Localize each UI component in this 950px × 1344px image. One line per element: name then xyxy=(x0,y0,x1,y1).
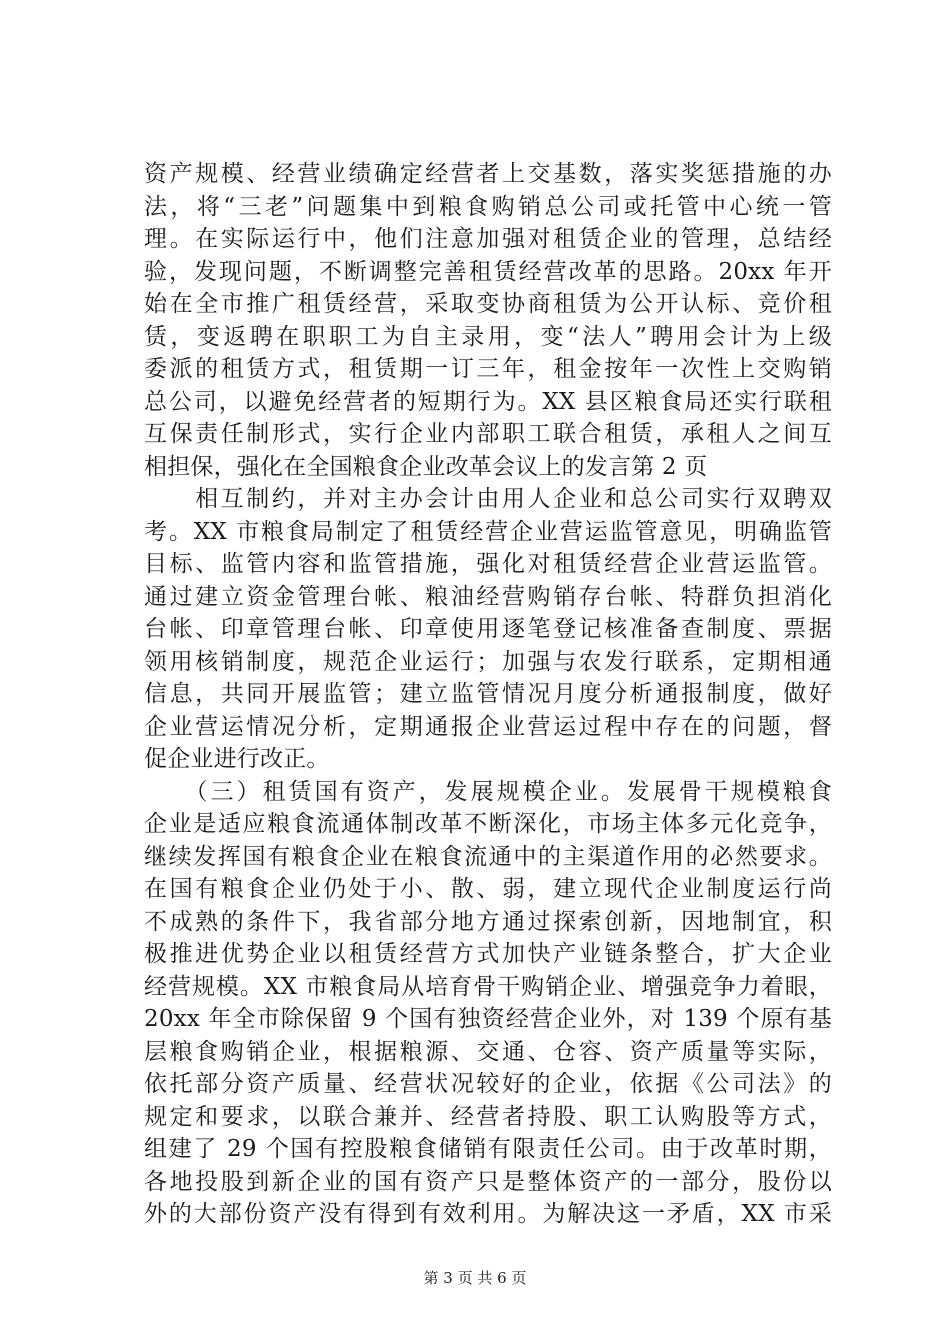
text-line: 考。XX 市粮食局制定了租赁经营企业营运监管意见，明确监管 xyxy=(144,518,832,545)
text-line: 继续发挥国有粮食企业在粮食流通中的主渠道作用的必然要求。 xyxy=(144,843,832,870)
text-line: 各地投股到新企业的国有资产只是整体资产的一部分，股份以 xyxy=(144,1168,832,1195)
text-line: 组建了 29 个国有控股粮食储销有限责任公司。由于改革时期， xyxy=(144,1136,832,1162)
text-line: 经营规模。XX 市粮食局从培育骨干购销企业、增强竞争力着眼， xyxy=(144,973,832,1000)
text-line: 通过建立资金管理台帐、粮油经营购销存台帐、特群负担消化 xyxy=(144,583,832,610)
text-line: 规定和要求，以联合兼并、经营者持股、职工认购股等方式， xyxy=(144,1103,832,1130)
text-line: 层粮食购销企业，根据粮源、交通、仓容、资产质量等实际， xyxy=(144,1038,832,1065)
text-line: 始在全市推广租赁经营，采取变协商租赁为公开认标、竞价租 xyxy=(144,291,832,317)
text-line: 促企业进行改正。 xyxy=(144,746,330,772)
text-line: 赁，变返聘在职职工为自主录用，变“法人”聘用会计为上级 xyxy=(144,323,832,350)
document-body xyxy=(144,158,832,1231)
text-line: 依托部分资产质量、经营状况较好的企业，依据《公司法》的 xyxy=(144,1071,832,1097)
page-footer xyxy=(0,1268,950,1288)
text-line: 理。在实际运行中，他们注意加强对租赁企业的管理，总结经 xyxy=(144,226,832,252)
text-line: 台帐、印章管理台帐、印章使用逐笔登记核准备查制度、票据 xyxy=(144,616,832,642)
text-line: 20xx 年全市除保留 9 个国有独资经营企业外，对 139 个原有基 xyxy=(144,1006,832,1032)
text-line: 目标、监管内容和监管措施，强化对租赁经营企业营运监管。 xyxy=(144,551,832,577)
text-line: 不成熟的条件下，我省部分地方通过探索创新，因地制宜，积 xyxy=(144,908,832,935)
text-line: 企业营运情况分析，定期通报企业营运过程中存在的问题，督 xyxy=(144,713,832,740)
text-line: 领用核销制度，规范企业运行；加强与农发行联系，定期相通 xyxy=(144,648,832,675)
text-line: 法，将“三老”问题集中到粮食购销总公司或托管中心统一管 xyxy=(144,193,832,220)
text-line: 在国有粮食企业仍处于小、散、弱，建立现代企业制度运行尚 xyxy=(144,876,832,902)
text-line: （三）租赁国有资产，发展规模企业。发展骨干规模粮食 xyxy=(144,778,832,805)
text-line: 相担保，强化在全国粮食企业改革会议上的发言第 2 页 xyxy=(144,453,708,480)
text-line: 资产规模、经营业绩确定经营者上交基数，落实奖惩措施的办 xyxy=(144,161,832,187)
text-line: 相互制约，并对主办会计由用人企业和总公司实行双聘双 xyxy=(144,486,832,512)
text-line: 互保责任制形式，实行企业内部职工联合租赁，承租人之间互 xyxy=(144,421,832,447)
text-line: 总公司，以避免经营者的短期行为。XX 县区粮食局还实行联租 xyxy=(144,388,832,415)
text-line: 验，发现问题，不断调整完善租赁经营改革的思路。20xx 年开 xyxy=(144,258,832,285)
text-line: 信息，共同开展监管；建立监管情况月度分析通报制度，做好 xyxy=(144,681,832,707)
text-line: 委派的租赁方式，租赁期一订三年，租金按年一次性上交购销 xyxy=(144,356,832,382)
text-line: 外的大部份资产没有得到有效利用。为解决这一矛盾，XX 市采 xyxy=(144,1201,832,1227)
page-number: 第 3 页 共 6 页 xyxy=(423,1269,527,1287)
text-line: 企业是适应粮食流通体制改革不断深化，市场主体多元化竞争， xyxy=(144,811,832,837)
text-line: 极推进优势企业以租赁经营方式加快产业链条整合，扩大企业 xyxy=(144,941,832,967)
